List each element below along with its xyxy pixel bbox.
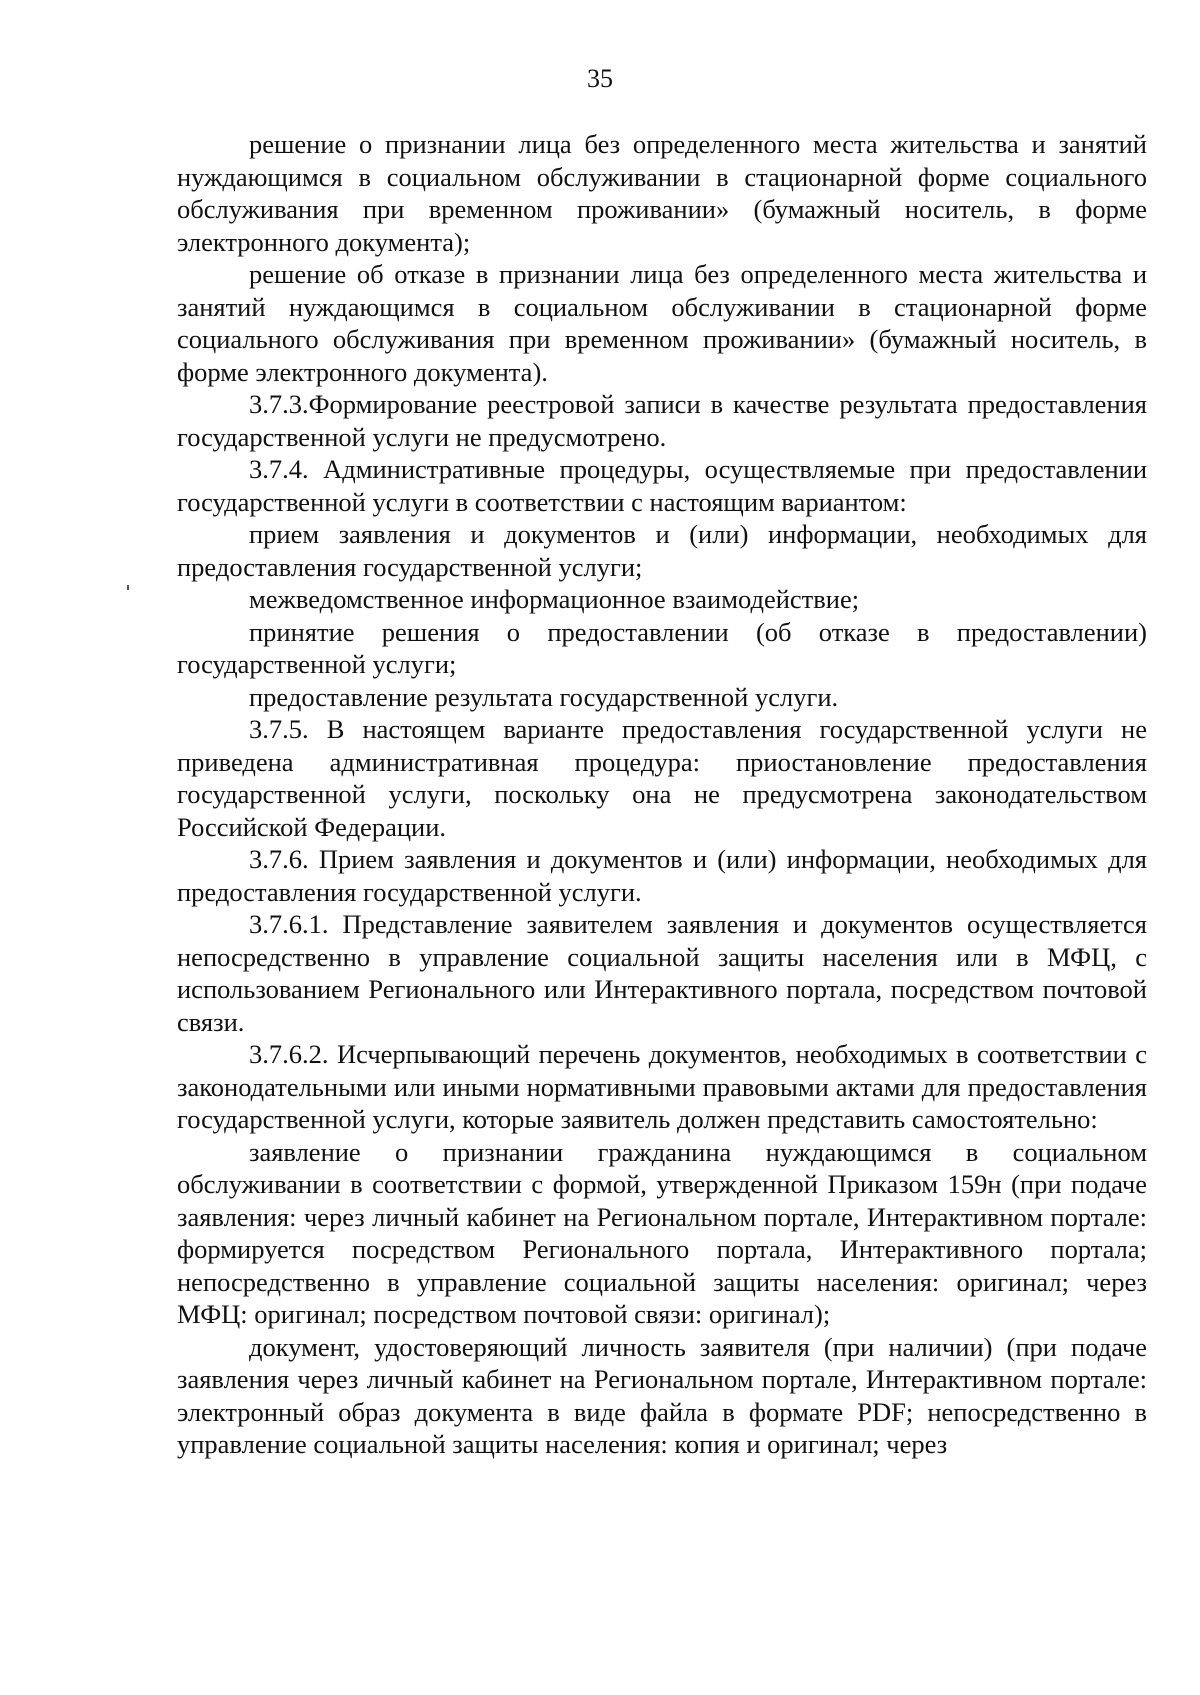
paragraph-3-7-6-1: 3.7.6.1. Представление заявителем заявления и документов осуществляется непосредственно в управление социальной защиты населения или в МФЦ, с использованием Регионального или Интерактивного портала, посредством почтовой связи. — [177, 909, 1147, 1037]
page-number: 35 — [587, 64, 613, 93]
list-item-identity-document: документ, удостоверяющий личность заявителя (при наличии) (при подаче заявления через личный кабинет на Региональном портале, Интерактивном портале: электронный образ документа в виде файла в формате PDF; непосредственно в управление социальной защиты населения: копия и оригинал; через — [177, 1331, 1147, 1459]
paragraph-3-7-5: 3.7.5. В настоящем варианте предоставления государственной услуги не приведена административная процедура: приостановление предоставления государственной услуги, поскольку она не предусмотрена законодательством Российской Федерации. — [177, 714, 1147, 842]
list-item-interagency: межведомственное информационное взаимодействие; — [249, 584, 860, 614]
list-item-result: предоставление результата государственной услуги. — [249, 681, 839, 712]
paragraph-3-7-6-2: 3.7.6.2. Исчерпывающий перечень документов, необходимых в соответствии с законодательными или иными нормативными правовыми актами для предоставления государственной услуги, которые заявитель должен представить самостоятельно: — [177, 1039, 1147, 1134]
list-item-application: заявление о признании гражданина нуждающимся в социальном обслуживании в соответствии с формой, утвержденной Приказом 159н (при подаче заявления: через личный кабинет на Региональном портале, Интерактивном портале: формируется посредством Регионального портала, Интерактивного портала; непосредственно в управление социальной защиты населения: оригинал; через МФЦ: оригинал; посредством почтовой связи: оригинал); — [177, 1136, 1147, 1329]
paragraph-3-7-3: 3.7.3.Формирование реестровой записи в качестве результата предоставления государственной услуги не предусмотрено. — [177, 389, 1147, 452]
paragraph-decision-refusal: решение об отказе в признании лица без определенного места жительства и занятий нуждающимся в социальном обслуживании в стационарной форме социального обслуживания при временном проживании» (бумажный носитель, в форме электронного документа). — [177, 259, 1147, 387]
document-body — [177, 128, 1147, 1461]
paragraph-3-7-6: 3.7.6. Прием заявления и документов и (или) информации, необходимых для предоставления государственной услуги. — [177, 844, 1147, 907]
scan-mark — [127, 585, 129, 590]
list-item-receipt: прием заявления и документов и (или) информации, необходимых для предоставления государственной услуги; — [177, 519, 1147, 582]
paragraph-3-7-4: 3.7.4. Административные процедуры, осуществляемые при предоставлении государственной услуги в соответствии с настоящим вариантом: — [177, 454, 1147, 517]
list-item-decision: принятие решения о предоставлении (об отказе в предоставлении) государственной услуги; — [177, 616, 1147, 679]
paragraph-decision-recognition: решение о признании лица без определенного места жительства и занятий нуждающимся в социальном обслуживании в стационарной форме социального обслуживания при временном проживании» (бумажный носитель, в форме электронного документа); — [177, 129, 1147, 257]
